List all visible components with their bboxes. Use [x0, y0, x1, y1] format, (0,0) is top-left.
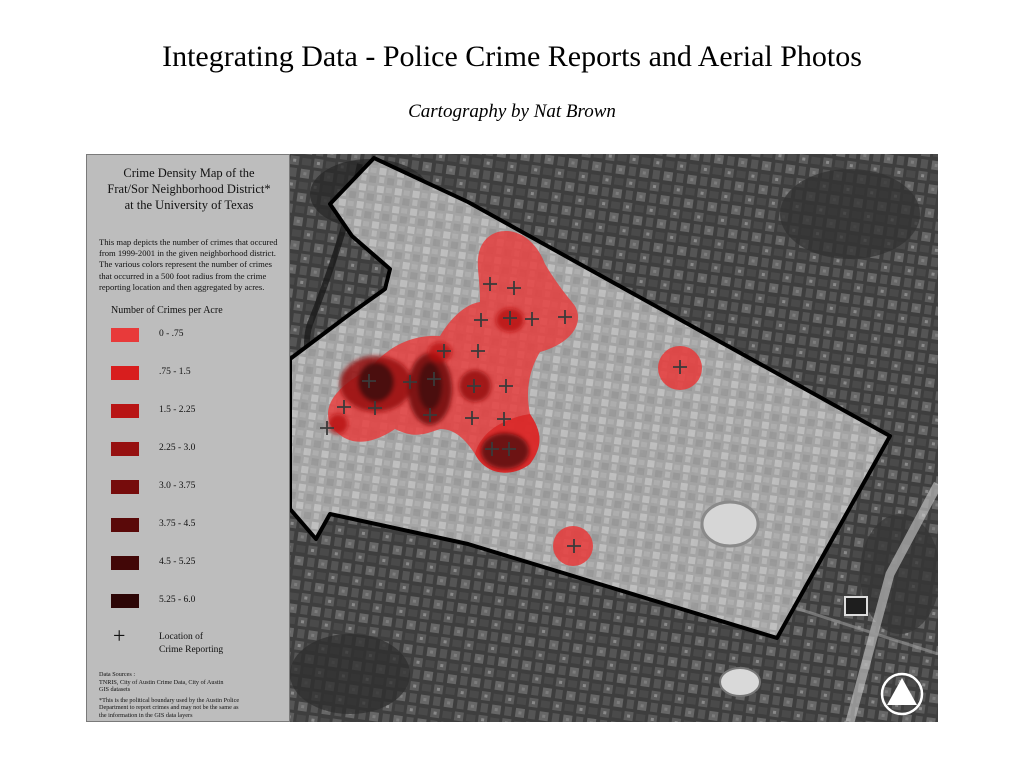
pool: [845, 597, 867, 615]
legend-classes-heading: Number of Crimes per Acre: [111, 305, 223, 316]
legend-description-line: that occurred in a 500 foot radius from the crime: [99, 270, 267, 281]
legend-title: [87, 165, 291, 213]
legend-swatch: [111, 328, 139, 342]
map-legend: [86, 154, 290, 722]
legend-description: [99, 237, 285, 293]
data-sources-line: Department to report crimes and may not be the same as: [99, 704, 239, 712]
density-core: [428, 342, 452, 362]
legend-description-line: from 1999-2001 in the given neighborhood district.: [99, 248, 276, 259]
legend-title-line: at the University of Texas: [124, 198, 254, 212]
density-core: [328, 414, 348, 434]
aerial-map: [290, 154, 938, 722]
stadium: [702, 502, 758, 546]
data-sources: [99, 671, 285, 720]
data-sources-line: the information in the GIS data layers: [99, 711, 193, 719]
legend-description-line: This map depicts the number of crimes that occured: [99, 237, 278, 247]
data-sources-line: *This is the political boundary used by the Austin Police: [99, 696, 240, 704]
crime-location-label-line: Crime Reporting: [159, 645, 224, 655]
data-sources-line: GIS datasets: [99, 686, 131, 694]
legend-swatch: [111, 556, 139, 570]
legend-title-line: Frat/Sor Neighborhood District*: [107, 182, 271, 196]
legend-swatch: [111, 518, 139, 532]
legend-swatch: [111, 480, 139, 494]
crime-location-label-line: Location of: [159, 632, 204, 642]
density-core: [481, 433, 529, 469]
legend-swatch: [111, 442, 139, 456]
density-core: [418, 362, 442, 410]
legend-class-label: 0 - .75: [159, 329, 184, 339]
legend-title-line: Crime Density Map of the: [123, 166, 255, 180]
data-sources-line: Data Sources :: [99, 671, 136, 678]
map-figure: [86, 154, 938, 722]
legend-class-label: 3.0 - 3.75: [159, 481, 196, 491]
legend-class-label: 4.5 - 5.25: [159, 557, 196, 567]
legend-class-label: 5.25 - 6.0: [159, 595, 196, 605]
density-core: [358, 362, 394, 402]
data-sources-line: TNRIS, City of Austin Crime Data, City of Austin: [99, 678, 224, 686]
legend-description-line: The various colors represent the number of crimes: [99, 259, 273, 270]
crime-location-label: [159, 631, 223, 657]
arena: [720, 668, 760, 696]
slide-subtitle: Cartography by Nat Brown: [408, 101, 616, 122]
legend-swatch: [111, 404, 139, 418]
legend-description-line: reporting location and then aggregated by acres.: [99, 281, 265, 292]
legend-class-label: .75 - 1.5: [159, 367, 191, 377]
legend-class-label: 1.5 - 2.25: [159, 405, 196, 415]
crime-location-symbol: +: [113, 623, 126, 648]
legend-class-label: 3.75 - 4.5: [159, 519, 196, 529]
slide-title: Integrating Data - Police Crime Reports and Aerial Photos: [162, 40, 862, 73]
legend-swatch: [111, 366, 139, 380]
legend-class-label: 2.25 - 3.0: [159, 443, 196, 453]
legend-swatch: [111, 594, 139, 608]
